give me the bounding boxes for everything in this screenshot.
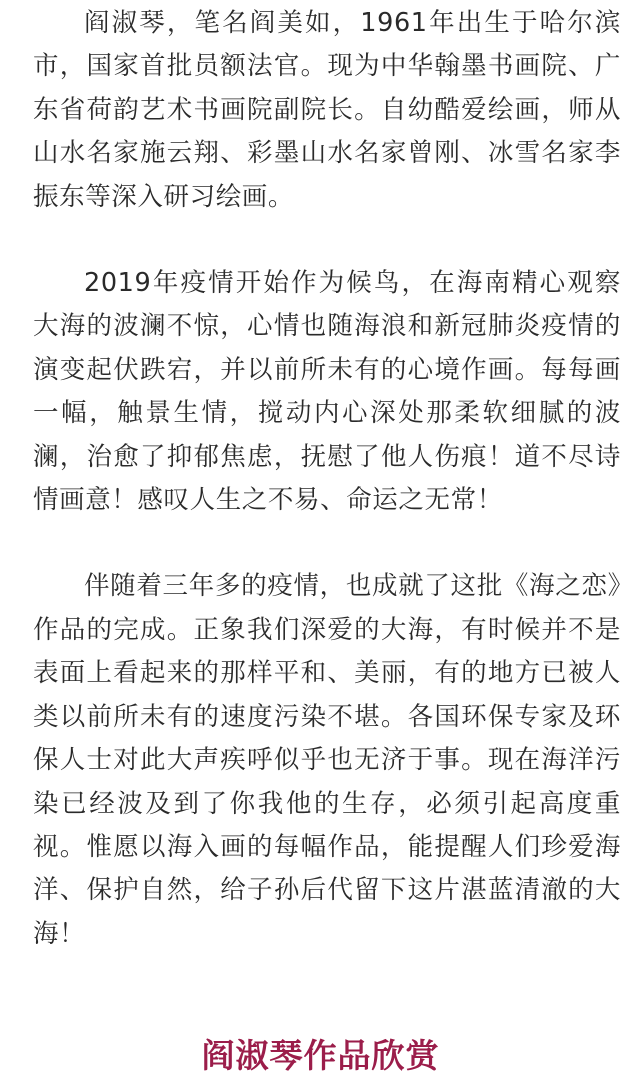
paragraph-ocean-theme: 伴随着三年多的疫情，也成就了这批《海之恋》作品的完成。正象我们深爱的大海，有时候并不是表面上看起来的那样平和、美丽，有的地方已被人类以前所未有的速度污染不堪。各国环保专家及环保人士对此大声疾呼似乎也无济于事。现在海洋污染已经波及到了你我他的生存，必须引起高度重视。惟愿以海入画的每幅作品，能提醒人们珍爱海洋、保护自然，给子孙后代留下这片湛蓝清澈的大海！ <box>33 571 621 949</box>
article-body <box>33 2 621 956</box>
paragraph-inspiration: 2019年疫情开始作为候鸟，在海南精心观察大海的波澜不惊，心情也随海浪和新冠肺炎疫情的演变起伏跌宕，并以前所未有的心境作画。每每画一幅，触景生情，搅动内心深处那柔软细腻的波澜，治愈了抑郁焦虑，抚慰了他人伤痕！道不尽诗情画意！感叹人生之不易、命运之无常！ <box>33 268 621 516</box>
paragraph-biography: 阎淑琴，笔名阎美如，1961年出生于哈尔滨市，国家首批员额法官。现为中华翰墨书画院、广东省荷韵艺术书画院副院长。自幼酷爱绘画，师从山水名家施云翔、彩墨山水名家曾刚、冰雪名家李振东等深入研习绘画。 <box>33 8 621 212</box>
section-heading-artwork-gallery: 阎淑琴作品欣赏 <box>201 1036 440 1075</box>
